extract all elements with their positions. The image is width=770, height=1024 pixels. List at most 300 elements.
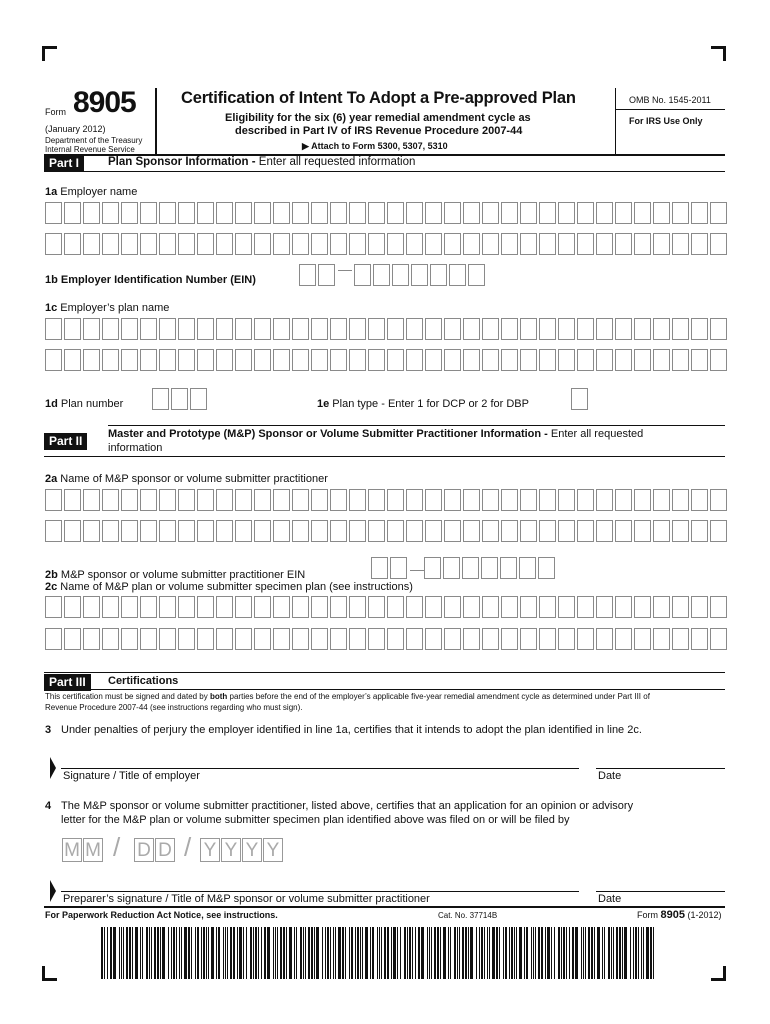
char-box[interactable] [197,233,214,255]
char-box[interactable] [634,596,651,618]
char-box[interactable] [178,628,195,650]
char-box[interactable] [197,318,214,340]
char-box[interactable] [349,520,366,542]
char-box[interactable] [425,489,442,511]
char-box[interactable] [672,318,689,340]
char-box[interactable] [615,233,632,255]
char-box[interactable] [615,628,632,650]
char-box[interactable] [691,202,708,224]
ein-prefix-boxes[interactable] [299,264,337,286]
char-box[interactable] [349,596,366,618]
char-box[interactable] [311,596,328,618]
char-box[interactable] [254,349,271,371]
char-box[interactable] [425,520,442,542]
char-box[interactable] [216,489,233,511]
char-box[interactable] [292,489,309,511]
char-box[interactable] [121,318,138,340]
char-box[interactable] [178,489,195,511]
char-box[interactable] [672,489,689,511]
char-box[interactable] [520,349,537,371]
char-box[interactable] [653,318,670,340]
char-box[interactable] [558,318,575,340]
char-box[interactable] [462,557,479,579]
char-box[interactable] [520,489,537,511]
char-box[interactable] [387,318,404,340]
sponsor-name-row-2[interactable] [45,520,729,542]
char-box[interactable] [368,349,385,371]
char-box[interactable] [406,596,423,618]
char-box[interactable] [539,349,556,371]
char-box[interactable] [482,628,499,650]
char-box[interactable] [500,557,517,579]
char-box[interactable] [520,628,537,650]
char-box[interactable] [330,628,347,650]
char-box[interactable] [64,349,81,371]
char-box[interactable] [425,349,442,371]
char-box[interactable] [349,628,366,650]
char-box[interactable] [596,489,613,511]
char-box[interactable] [311,489,328,511]
char-box[interactable] [691,520,708,542]
char-box[interactable] [406,489,423,511]
char-box[interactable] [520,233,537,255]
char-box[interactable] [449,264,466,286]
char-box[interactable] [159,489,176,511]
char-box[interactable] [368,489,385,511]
char-box[interactable] [292,349,309,371]
char-box[interactable] [292,318,309,340]
char-box[interactable] [64,520,81,542]
char-box[interactable] [387,489,404,511]
char-box[interactable] [216,596,233,618]
char-box[interactable] [235,520,252,542]
char-box[interactable] [577,520,594,542]
char-box[interactable] [273,520,290,542]
char-box[interactable] [539,596,556,618]
char-box[interactable] [371,557,388,579]
char-box[interactable] [710,318,727,340]
char-box[interactable] [424,557,441,579]
char-box[interactable] [710,489,727,511]
char-box[interactable] [387,202,404,224]
char-box[interactable] [596,202,613,224]
char-box[interactable] [691,349,708,371]
char-box[interactable] [178,349,195,371]
char-box[interactable] [387,349,404,371]
char-box[interactable] [558,596,575,618]
char-box[interactable] [368,318,385,340]
char-box[interactable] [330,233,347,255]
char-box[interactable] [653,520,670,542]
char-box[interactable] [140,489,157,511]
char-box[interactable] [463,233,480,255]
char-box[interactable] [558,628,575,650]
char-box[interactable] [368,202,385,224]
char-box[interactable] [159,233,176,255]
char-box[interactable] [83,596,100,618]
char-box[interactable] [368,596,385,618]
char-box[interactable] [45,318,62,340]
specimen-plan-row-1[interactable] [45,596,729,618]
char-box[interactable] [216,233,233,255]
char-box[interactable] [501,596,518,618]
char-box[interactable] [330,489,347,511]
char-box[interactable] [299,264,316,286]
char-box[interactable] [254,202,271,224]
char-box[interactable] [273,202,290,224]
char-box[interactable] [140,233,157,255]
char-box[interactable] [159,318,176,340]
char-box[interactable] [311,318,328,340]
char-box[interactable] [387,628,404,650]
char-box[interactable] [672,202,689,224]
char-box[interactable] [140,318,157,340]
char-box[interactable] [349,202,366,224]
char-box[interactable] [121,202,138,224]
char-box[interactable] [121,489,138,511]
char-box[interactable] [411,264,428,286]
char-box[interactable] [152,388,169,410]
char-box[interactable] [710,520,727,542]
char-box[interactable] [83,349,100,371]
char-box[interactable] [538,557,555,579]
char-box[interactable] [102,628,119,650]
char-box[interactable] [482,596,499,618]
char-box[interactable] [197,596,214,618]
char-box[interactable] [254,520,271,542]
char-box[interactable] [577,349,594,371]
char-box[interactable] [235,349,252,371]
char-box[interactable] [102,349,119,371]
char-box[interactable] [311,520,328,542]
char-box[interactable] [691,233,708,255]
char-box[interactable] [444,202,461,224]
char-box[interactable] [216,202,233,224]
char-box[interactable] [482,202,499,224]
char-box[interactable] [577,489,594,511]
char-box[interactable] [672,233,689,255]
char-box[interactable] [577,233,594,255]
char-box[interactable] [159,349,176,371]
char-box[interactable] [653,349,670,371]
char-box[interactable] [64,596,81,618]
char-box[interactable] [330,596,347,618]
char-box[interactable] [273,318,290,340]
char-box[interactable] [159,202,176,224]
char-box[interactable] [634,202,651,224]
char-box[interactable] [481,557,498,579]
char-box[interactable] [330,520,347,542]
char-box[interactable] [634,628,651,650]
preparer-signature-line[interactable] [61,891,579,892]
char-box[interactable] [501,628,518,650]
char-box[interactable] [216,349,233,371]
char-box[interactable] [330,318,347,340]
char-box[interactable] [596,520,613,542]
char-box[interactable] [178,596,195,618]
char-box[interactable] [501,202,518,224]
char-box[interactable] [292,596,309,618]
char-box[interactable] [406,628,423,650]
char-box[interactable] [425,596,442,618]
char-box[interactable] [178,520,195,542]
char-box[interactable] [83,233,100,255]
char-box[interactable] [387,233,404,255]
char-box[interactable] [444,489,461,511]
char-box[interactable] [425,628,442,650]
char-box[interactable] [558,489,575,511]
char-box[interactable] [273,349,290,371]
char-box[interactable] [634,233,651,255]
char-box[interactable] [444,349,461,371]
char-box[interactable] [463,318,480,340]
char-box[interactable] [577,596,594,618]
employer-name-row-1[interactable] [45,202,729,224]
char-box[interactable] [653,596,670,618]
char-box[interactable] [501,520,518,542]
char-box[interactable] [520,318,537,340]
char-box[interactable] [121,628,138,650]
char-box[interactable] [254,318,271,340]
char-box[interactable] [121,596,138,618]
char-box[interactable] [140,520,157,542]
char-box[interactable] [596,596,613,618]
char-box[interactable] [102,596,119,618]
preparer-date-line[interactable] [596,891,725,892]
char-box[interactable] [121,349,138,371]
char-box[interactable] [292,520,309,542]
char-box[interactable] [539,489,556,511]
char-box[interactable] [691,628,708,650]
char-box[interactable] [311,628,328,650]
char-box[interactable] [577,202,594,224]
char-box[interactable] [482,349,499,371]
char-box[interactable] [235,596,252,618]
char-box[interactable] [672,628,689,650]
char-box[interactable] [539,628,556,650]
char-box[interactable] [444,318,461,340]
char-box[interactable] [159,520,176,542]
char-box[interactable] [318,264,335,286]
char-box[interactable] [330,349,347,371]
char-box[interactable] [710,349,727,371]
char-box[interactable] [520,202,537,224]
char-box[interactable] [83,318,100,340]
char-box[interactable] [121,233,138,255]
char-box[interactable] [311,202,328,224]
char-box[interactable] [634,489,651,511]
char-box[interactable] [615,520,632,542]
char-box[interactable] [121,520,138,542]
char-box[interactable] [83,489,100,511]
char-box[interactable] [159,596,176,618]
char-box[interactable] [197,349,214,371]
char-box[interactable] [292,233,309,255]
char-box[interactable] [519,557,536,579]
char-box[interactable] [373,264,390,286]
char-box[interactable] [691,489,708,511]
char-box[interactable] [273,233,290,255]
plan-name-row-2[interactable] [45,349,729,371]
filing-date-day[interactable] [134,838,176,862]
char-box[interactable] [354,264,371,286]
char-box[interactable] [710,596,727,618]
char-box[interactable] [292,202,309,224]
char-box[interactable] [178,318,195,340]
char-box[interactable] [311,349,328,371]
employer-name-row-2[interactable] [45,233,729,255]
char-box[interactable] [571,388,588,410]
char-box[interactable] [596,233,613,255]
char-box[interactable] [653,628,670,650]
plan-name-row-1[interactable] [45,318,729,340]
char-box[interactable] [634,318,651,340]
char-box[interactable] [444,233,461,255]
char-box[interactable] [653,202,670,224]
char-box[interactable] [349,349,366,371]
char-box[interactable] [558,520,575,542]
char-box[interactable] [672,520,689,542]
char-box[interactable] [64,489,81,511]
char-box[interactable] [482,520,499,542]
char-box[interactable] [64,202,81,224]
char-box[interactable] [64,628,81,650]
char-box[interactable] [596,349,613,371]
char-box[interactable] [634,520,651,542]
char-box[interactable] [235,318,252,340]
char-box[interactable] [349,489,366,511]
char-box[interactable] [406,318,423,340]
char-box[interactable] [634,349,651,371]
char-box[interactable] [102,318,119,340]
char-box[interactable] [83,520,100,542]
char-box[interactable] [159,628,176,650]
char-box[interactable] [235,489,252,511]
char-box[interactable] [387,596,404,618]
char-box[interactable] [140,596,157,618]
char-box[interactable] [558,349,575,371]
char-box[interactable] [463,489,480,511]
char-box[interactable] [273,489,290,511]
char-box[interactable] [102,520,119,542]
char-box[interactable] [539,318,556,340]
char-box[interactable] [330,202,347,224]
char-box[interactable] [406,520,423,542]
char-box[interactable] [235,233,252,255]
char-box[interactable] [197,520,214,542]
char-box[interactable] [349,233,366,255]
char-box[interactable] [558,202,575,224]
char-box[interactable] [444,596,461,618]
char-box[interactable] [254,233,271,255]
char-box[interactable] [406,349,423,371]
char-box[interactable] [140,349,157,371]
char-box[interactable] [577,318,594,340]
char-box[interactable] [539,202,556,224]
char-box[interactable] [45,520,62,542]
char-box[interactable] [64,233,81,255]
char-box[interactable] [653,233,670,255]
char-box[interactable] [463,520,480,542]
char-box[interactable] [672,349,689,371]
char-box[interactable] [368,520,385,542]
char-box[interactable] [463,596,480,618]
char-box[interactable] [520,520,537,542]
char-box[interactable] [482,489,499,511]
plan-type-box[interactable] [571,388,590,410]
char-box[interactable] [463,202,480,224]
char-box[interactable] [520,596,537,618]
char-box[interactable] [501,349,518,371]
char-box[interactable] [444,520,461,542]
char-box[interactable] [596,628,613,650]
char-box[interactable] [140,202,157,224]
char-box[interactable] [368,233,385,255]
plan-number-boxes[interactable] [152,388,209,410]
char-box[interactable] [425,202,442,224]
char-box[interactable] [577,628,594,650]
char-box[interactable] [425,233,442,255]
char-box[interactable] [390,557,407,579]
char-box[interactable] [501,489,518,511]
filing-date-year[interactable] [200,838,284,862]
char-box[interactable] [425,318,442,340]
char-box[interactable] [501,318,518,340]
char-box[interactable] [368,628,385,650]
char-box[interactable] [254,628,271,650]
char-box[interactable] [235,202,252,224]
char-box[interactable] [672,596,689,618]
char-box[interactable] [140,628,157,650]
char-box[interactable] [615,349,632,371]
char-box[interactable] [691,318,708,340]
sponsor-ein-suffix-boxes[interactable] [424,557,557,579]
employer-date-line[interactable] [596,768,725,769]
char-box[interactable] [45,349,62,371]
char-box[interactable] [190,388,207,410]
char-box[interactable] [102,489,119,511]
char-box[interactable] [615,318,632,340]
char-box[interactable] [387,520,404,542]
char-box[interactable] [430,264,447,286]
char-box[interactable] [45,202,62,224]
char-box[interactable] [463,628,480,650]
char-box[interactable] [653,489,670,511]
filing-date-month[interactable] [62,838,104,862]
char-box[interactable] [254,489,271,511]
char-box[interactable] [468,264,485,286]
char-box[interactable] [311,233,328,255]
specimen-plan-row-2[interactable] [45,628,729,650]
char-box[interactable] [501,233,518,255]
char-box[interactable] [45,628,62,650]
char-box[interactable] [392,264,409,286]
char-box[interactable] [463,349,480,371]
char-box[interactable] [273,628,290,650]
char-box[interactable] [45,489,62,511]
char-box[interactable] [45,596,62,618]
char-box[interactable] [482,233,499,255]
char-box[interactable] [443,557,460,579]
char-box[interactable] [216,318,233,340]
char-box[interactable] [710,628,727,650]
char-box[interactable] [615,596,632,618]
char-box[interactable] [197,202,214,224]
char-box[interactable] [235,628,252,650]
char-box[interactable] [64,318,81,340]
char-box[interactable] [710,233,727,255]
char-box[interactable] [691,596,708,618]
